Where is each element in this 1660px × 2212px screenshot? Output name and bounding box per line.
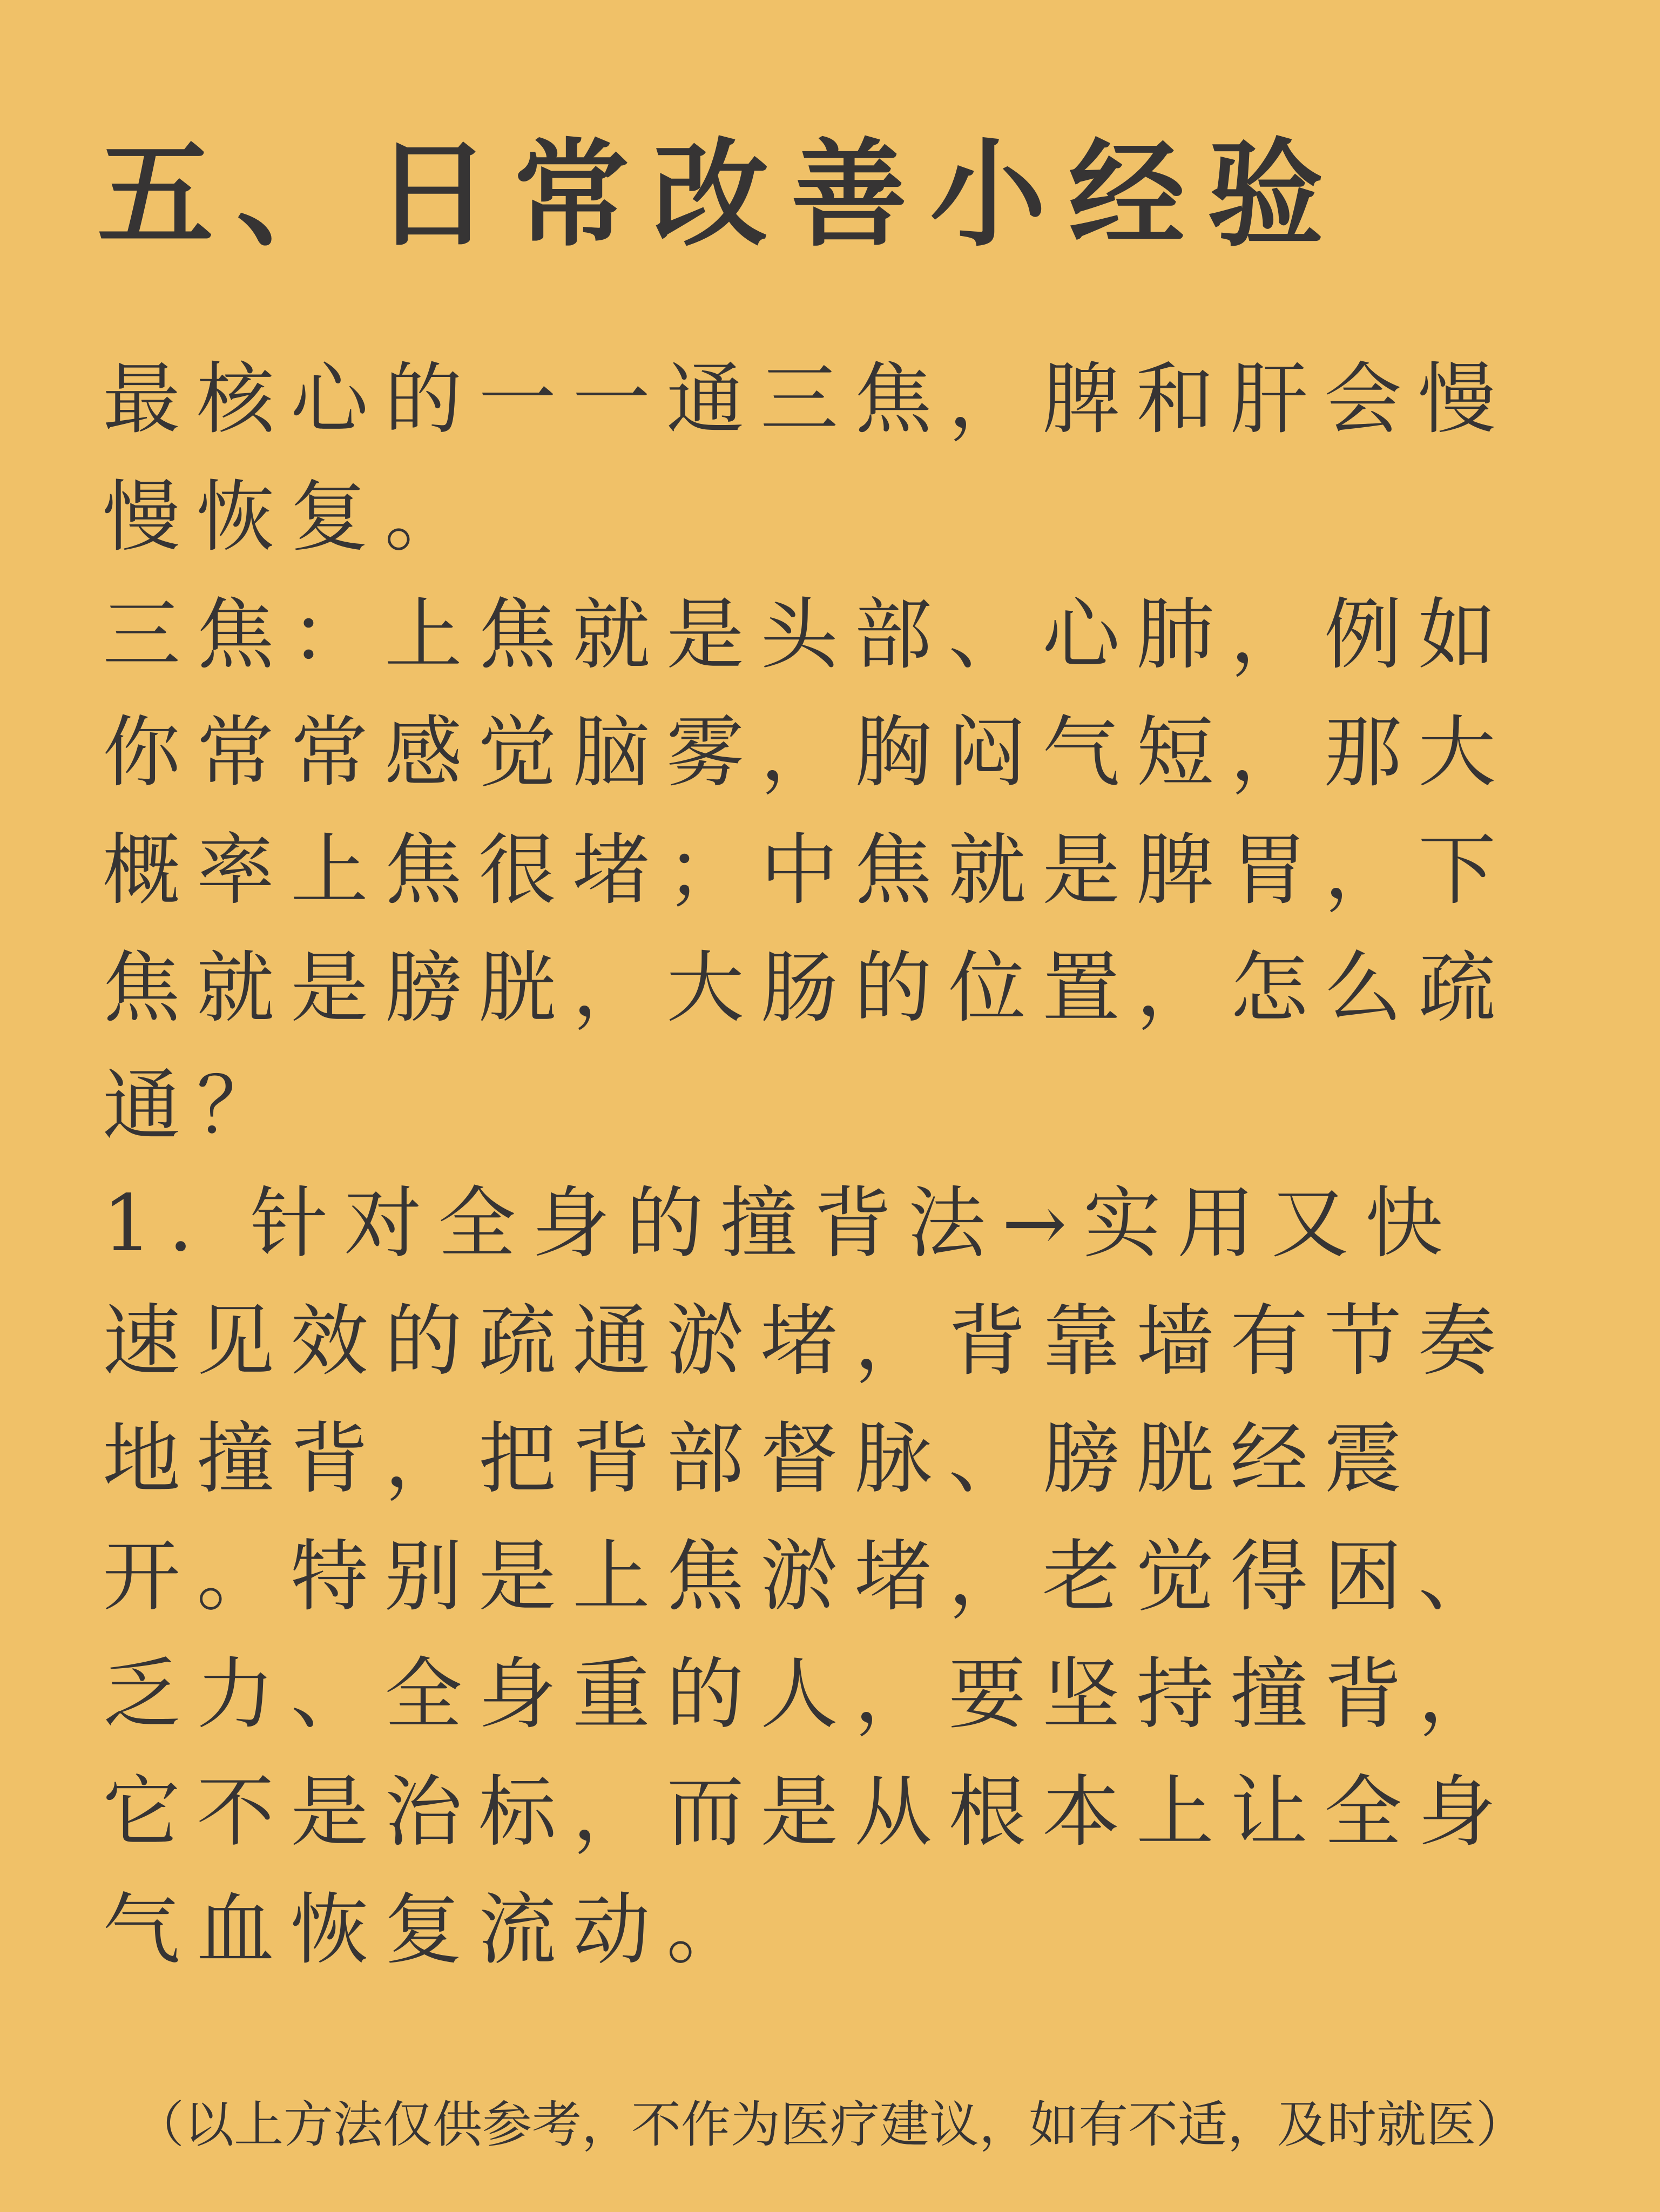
body-text: [103, 340, 1528, 1988]
disclaimer: （以上方法仅供参考，不作为医疗建议，如有不适，及时就医）: [134, 2096, 1526, 2154]
paragraph-core-idea: 最核心的一一通三焦，脾和肝会慢慢恢复。: [103, 354, 1513, 562]
page-title: 五、日常改善小经验: [97, 126, 1346, 262]
paragraph-back-bumping-method: 1. 针对全身的撞背法→实用又快速见效的疏通淤堵，背靠墙有节奏地撞背，把背部督脉、膀胱经震开。特别是上焦淤堵，老觉得困、乏力、全身重的人，要坚持撞背，它不是治标，而是从根本上让全身气血恢复流动。: [103, 1178, 1513, 1975]
paragraph-three-jiao: 三焦：上焦就是头部、心肺，例如你常常感觉脑雾，胸闷气短，那大概率上焦很堵；中焦就是脾胃，下焦就是膀胱，大肠的位置，怎么疏通？: [103, 589, 1513, 1151]
